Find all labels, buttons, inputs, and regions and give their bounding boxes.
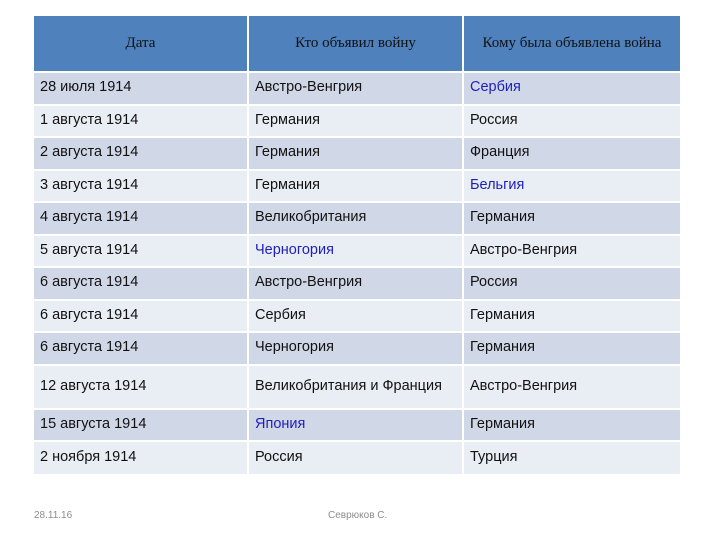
cell-target: Турция <box>463 441 680 474</box>
cell-target: Россия <box>463 105 680 138</box>
cell-declarer: Великобритания и Франция <box>248 365 463 409</box>
cell-declarer: Россия <box>248 441 463 474</box>
table-row <box>34 332 680 365</box>
cell-date: 2 августа 1914 <box>34 137 248 170</box>
cell-target: Германия <box>463 300 680 333</box>
table-header-row <box>34 16 680 72</box>
cell-declarer: Сербия <box>248 300 463 333</box>
cell-date: 2 ноября 1914 <box>34 441 248 474</box>
cell-date: 3 августа 1914 <box>34 170 248 203</box>
header-target: Кому была объявлена война <box>463 16 680 72</box>
table-row <box>34 441 680 474</box>
cell-date: 4 августа 1914 <box>34 202 248 235</box>
cell-target: Австро-Венгрия <box>463 365 680 409</box>
cell-target: Германия <box>463 332 680 365</box>
cell-date: 6 августа 1914 <box>34 300 248 333</box>
cell-declarer: Черногория <box>248 332 463 365</box>
footer-date: 28.11.16 <box>34 510 73 521</box>
cell-declarer: Великобритания <box>248 202 463 235</box>
header-declarer: Кто объявил войну <box>248 16 463 72</box>
cell-target: Германия <box>463 409 680 442</box>
cell-target[interactable]: Бельгия <box>463 170 680 203</box>
cell-date: 6 августа 1914 <box>34 332 248 365</box>
table-row <box>34 267 680 300</box>
cell-date: 5 августа 1914 <box>34 235 248 268</box>
table-row <box>34 235 680 268</box>
cell-date: 6 августа 1914 <box>34 267 248 300</box>
table-row <box>34 137 680 170</box>
cell-declarer: Германия <box>248 137 463 170</box>
cell-declarer: Австро-Венгрия <box>248 267 463 300</box>
war-declarations-table <box>34 16 680 474</box>
table-row <box>34 409 680 442</box>
cell-date: 12 августа 1914 <box>34 365 248 409</box>
cell-target: Австро-Венгрия <box>463 235 680 268</box>
cell-target: Франция <box>463 137 680 170</box>
cell-declarer: Германия <box>248 105 463 138</box>
cell-target: Россия <box>463 267 680 300</box>
table-row <box>34 202 680 235</box>
table-row <box>34 170 680 203</box>
cell-date: 28 июля 1914 <box>34 72 248 105</box>
table-row <box>34 105 680 138</box>
cell-target[interactable]: Сербия <box>463 72 680 105</box>
cell-target: Германия <box>463 202 680 235</box>
table-row <box>34 72 680 105</box>
header-date: Дата <box>34 16 248 72</box>
cell-declarer: Австро-Венгрия <box>248 72 463 105</box>
cell-declarer: Германия <box>248 170 463 203</box>
cell-declarer[interactable]: Япония <box>248 409 463 442</box>
table-row <box>34 365 680 409</box>
cell-date: 15 августа 1914 <box>34 409 248 442</box>
cell-date: 1 августа 1914 <box>34 105 248 138</box>
table-row <box>34 300 680 333</box>
footer-author: Севрюков С. <box>328 510 388 521</box>
cell-declarer[interactable]: Черногория <box>248 235 463 268</box>
